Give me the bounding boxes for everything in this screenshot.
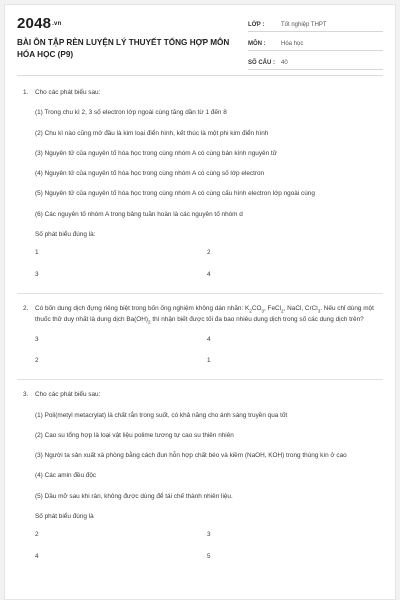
worksheet-title: BÀI ÔN TẬP RÈN LUYỆN LÝ THUYẾT TỔNG HỢP MÔN HÓA HỌC (P9) xyxy=(17,38,230,59)
answer-option[interactable]: 4 xyxy=(35,552,39,560)
statement: (4) Nguyên tử của nguyên tố hóa học trong cùng nhóm A có cùng số lớp electron xyxy=(35,170,265,178)
statement: (2) Chu kì nào cũng mở đầu là kim loại điển hình, kết thúc là một phi kim điển hình xyxy=(35,129,269,137)
answer-option[interactable]: 5 xyxy=(207,552,211,560)
answer-option[interactable]: 2 xyxy=(207,249,211,257)
answer-option[interactable]: 1 xyxy=(207,356,211,364)
answer-option[interactable]: 2 xyxy=(35,531,39,539)
question-prompt: Cho các phát biểu sau: xyxy=(35,89,101,96)
answer-option[interactable]: 3 xyxy=(207,531,211,539)
answer-option[interactable]: 1 xyxy=(35,249,39,257)
answer-option[interactable]: 2 xyxy=(35,356,39,364)
statement: (3) Người ta sản xuất xà phòng bằng cách đun hỗn hợp chất béo và kiềm (NaOH, KOH) trong thùng kín ở cao xyxy=(35,452,347,460)
question-list xyxy=(5,76,395,561)
statement: (1) Poli(metyl metacrylat) là chất rắn trong suốt, có khả năng cho ánh sáng truyền qua tốt xyxy=(35,411,288,419)
meta-key: SỐ CÂU : xyxy=(248,60,275,66)
meta-class xyxy=(248,17,383,32)
answer-option[interactable]: 3 xyxy=(35,335,39,343)
meta-subject xyxy=(248,36,383,51)
answer-option[interactable]: 3 xyxy=(35,270,39,278)
statement: (3) Nguyên tử của nguyên tố hóa học trong cùng nhóm A có cùng bán kính nguyên tử xyxy=(35,149,277,157)
meta-value: Hóa học xyxy=(281,41,304,47)
question-2 xyxy=(17,304,383,365)
logo-text: 2048 xyxy=(17,15,52,32)
question-1 xyxy=(17,88,383,279)
answer-options xyxy=(35,248,383,279)
answer-option[interactable]: 4 xyxy=(207,270,211,278)
question-prompt: Có bốn dung dịch đựng riêng biệt trong bốn ống nghiệm không dán nhãn: $K_2CO_3$, FeCl$_2$, NaCl, CrCl$_3$. Nếu chỉ dùng một thuốc thử duy nhất là dung dịch $Ba(OH)_2$ thì nhận biết được tối đa bao nhiêu dung dịch trong số các dung dịch trên? xyxy=(35,304,374,325)
question-ask: Số phát biểu đúng là: xyxy=(35,230,96,238)
meta-key: MÔN : xyxy=(248,41,266,47)
statement: (2) Cao su tổng hợp là loại vật liệu polime tương tự cao su thiên nhiên xyxy=(35,431,234,439)
answer-options xyxy=(35,530,383,561)
statement: (1) Trong chu kì 2, 3 số electron lớp ngoài cùng tăng dần từ 1 đến 8 xyxy=(35,109,227,117)
answer-option[interactable]: 4 xyxy=(207,335,211,343)
worksheet-meta xyxy=(248,17,383,74)
question-ask: Số phát biểu đúng là xyxy=(35,512,94,520)
statement: (4) Các amin đều độc xyxy=(35,472,97,480)
meta-value: 40 xyxy=(281,60,288,66)
meta-question-count xyxy=(248,55,383,70)
question-separator xyxy=(17,293,383,294)
worksheet-page xyxy=(4,4,396,600)
answer-options xyxy=(35,335,383,366)
question-number: 1. xyxy=(23,89,29,96)
question-number: 2. xyxy=(23,304,29,312)
statement: (5) Nguyên tử của nguyên tố hóa học trong cùng nhóm A có cùng cấu hình electron lớp ngoài cùng xyxy=(35,190,315,198)
meta-value: Tốt nghiệp THPT xyxy=(281,22,327,28)
logo-suffix: .vn xyxy=(52,21,62,28)
question-3 xyxy=(17,390,383,561)
meta-key: LỚP : xyxy=(248,22,265,28)
statement: (5) Dầu mỡ sau khi rán, không được dùng để tái chế thành nhiên liệu. xyxy=(35,492,233,500)
question-prompt: Cho các phát biểu sau: xyxy=(35,391,101,399)
question-separator xyxy=(17,379,383,380)
statement: (6) Các nguyên tố nhóm A trong bảng tuần hoàn là các nguyên tố nhóm d xyxy=(35,210,243,218)
question-number: 3. xyxy=(23,391,29,399)
worksheet-header xyxy=(5,5,395,75)
